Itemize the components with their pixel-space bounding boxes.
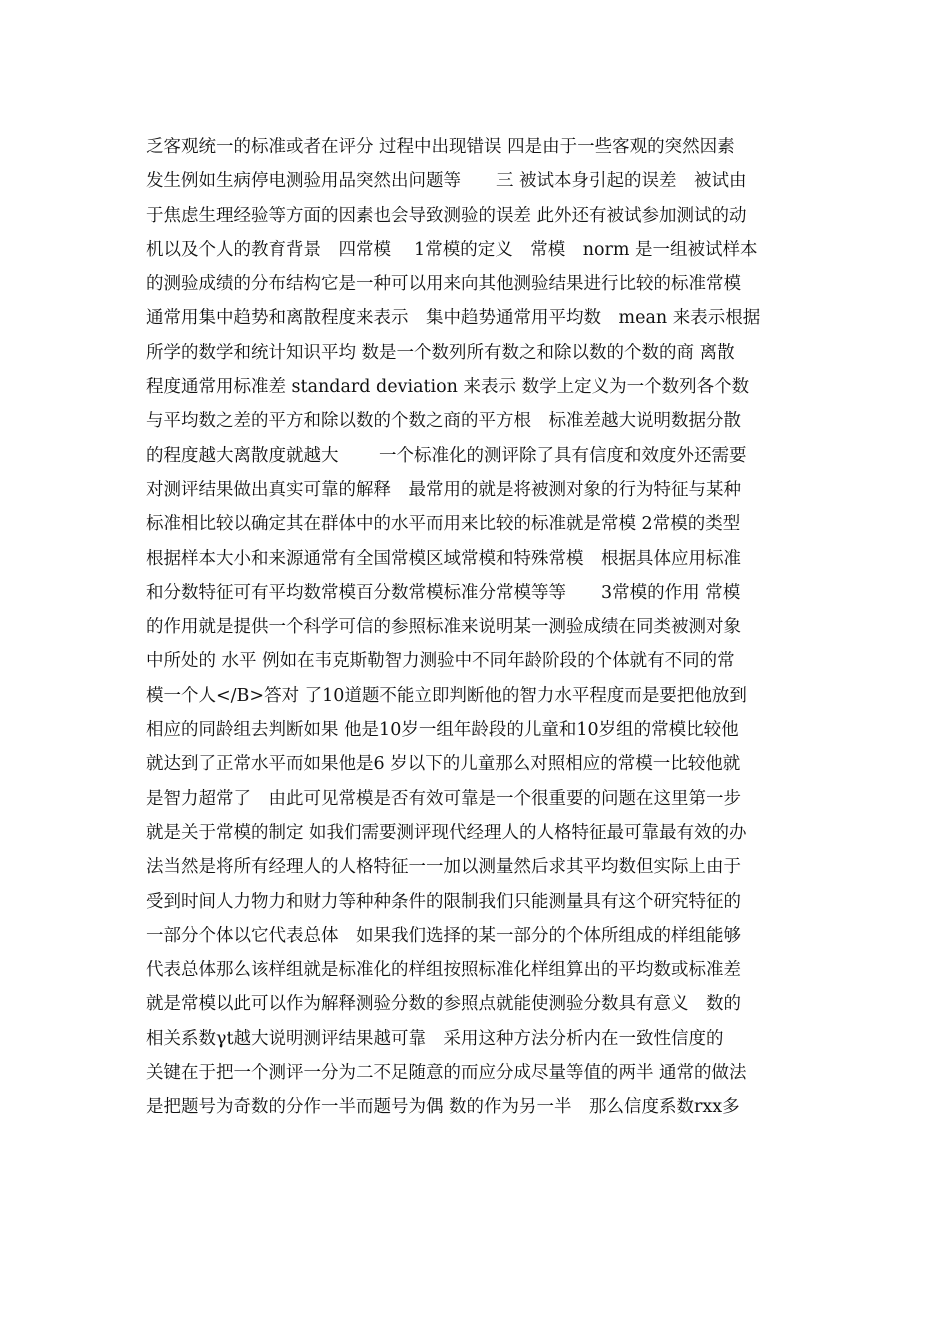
text-line-26: 就是常模以此可以作为解释测验分数的参照点就能使测验分数具有意义 数的 xyxy=(146,994,741,1015)
text-line-13: 根据样本大小和来源通常有全国常模区域常模和特殊常模 根据具体应用标准 xyxy=(146,548,741,569)
body-text xyxy=(146,130,816,1125)
text-line-4: 机以及个人的教育背景 四常模 1常模的定义 常模 norm 是一组被试样本 xyxy=(146,239,758,260)
text-line-20: 是智力超常了 由此可见常模是否有效可靠是一个很重要的问题在这里第一步 xyxy=(146,788,741,809)
text-line-14: 和分数特征可有平均数常模百分数常模标准分常模等等 3常模的作用 常模 xyxy=(146,582,741,603)
text-line-3: 于焦虑生理经验等方面的因素也会导致测验的误差 此外还有被试参加测试的动 xyxy=(146,205,747,226)
text-line-23: 受到时间人力物力和财力等种种条件的限制我们只能测量具有这个研究特征的 xyxy=(146,891,741,912)
text-line-27: 相关系数γt越大说明测评结果越可靠 采用这种方法分析内在一致性信度的 xyxy=(146,1028,724,1049)
text-line-10: 的程度越大离散度就越大 一个标准化的测评除了具有信度和效度外还需要 xyxy=(146,445,747,466)
text-line-7: 所学的数学和统计知识平均 数是一个数列所有数之和除以数的个数的商 离散 xyxy=(146,342,735,363)
text-line-2: 发生例如生病停电测验用品突然出问题等 三 被试本身引起的误差 被试由 xyxy=(146,171,747,192)
text-line-6: 通常用集中趋势和离散程度来表示 集中趋势通常用平均数 mean 来表示根据 xyxy=(146,308,761,329)
text-line-12: 标准相比较以确定其在群体中的水平而用来比较的标准就是常模 2常模的类型 xyxy=(146,514,741,535)
text-line-9: 与平均数之差的平方和除以数的个数之商的平方根 标准差越大说明数据分散 xyxy=(146,411,741,432)
text-line-5: 的测验成绩的分布结构它是一种可以用来向其他测验结果进行比较的标准常模 xyxy=(146,274,741,295)
text-line-24: 一部分个体以它代表总体 如果我们选择的某一部分的个体所组成的样组能够 xyxy=(146,925,741,946)
text-line-19: 就达到了正常水平而如果他是6 岁以下的儿童那么对照相应的常模一比较他就 xyxy=(146,754,741,775)
text-line-11: 对测评结果做出真实可靠的解释 最常用的就是将被测对象的行为特征与某种 xyxy=(146,479,741,500)
text-line-25: 代表总体那么该样组就是标准化的样组按照标准化样组算出的平均数或标准差 xyxy=(146,960,741,981)
text-line-8: 程度通常用标准差 standard deviation 来表示 数学上定义为一个数列各个数 xyxy=(146,377,750,398)
text-line-21: 就是关于常模的制定 如我们需要测评现代经理人的人格特征最可靠最有效的办 xyxy=(146,822,747,843)
text-line-28: 关键在于把一个测评一分为二不足随意的而应分成尽量等值的两半 通常的做法 xyxy=(146,1063,747,1084)
text-line-15: 的作用就是提供一个科学可信的参照标准来说明某一测验成绩在同类被测对象 xyxy=(146,617,741,638)
text-line-29: 是把题号为奇数的分作一半而题号为偶 数的作为另一半 那么信度系数rxx多 xyxy=(146,1097,740,1118)
text-line-17: 模一个人</B>答对 了10道题不能立即判断他的智力水平程度而是要把他放到 xyxy=(146,685,747,706)
text-line-18: 相应的同龄组去判断如果 他是10岁一组年龄段的儿童和10岁组的常模比较他 xyxy=(146,720,739,741)
text-line-1: 乏客观统一的标准或者在评分 过程中出现错误 四是由于一些客观的突然因素 xyxy=(146,137,735,157)
text-line-16: 中所处的 水平 例如在韦克斯勒智力测验中不同年龄阶段的个体就有不同的常 xyxy=(146,651,735,672)
text-line-22: 法当然是将所有经理人的人格特征一一加以测量然后求其平均数但实际上由于 xyxy=(146,857,741,878)
